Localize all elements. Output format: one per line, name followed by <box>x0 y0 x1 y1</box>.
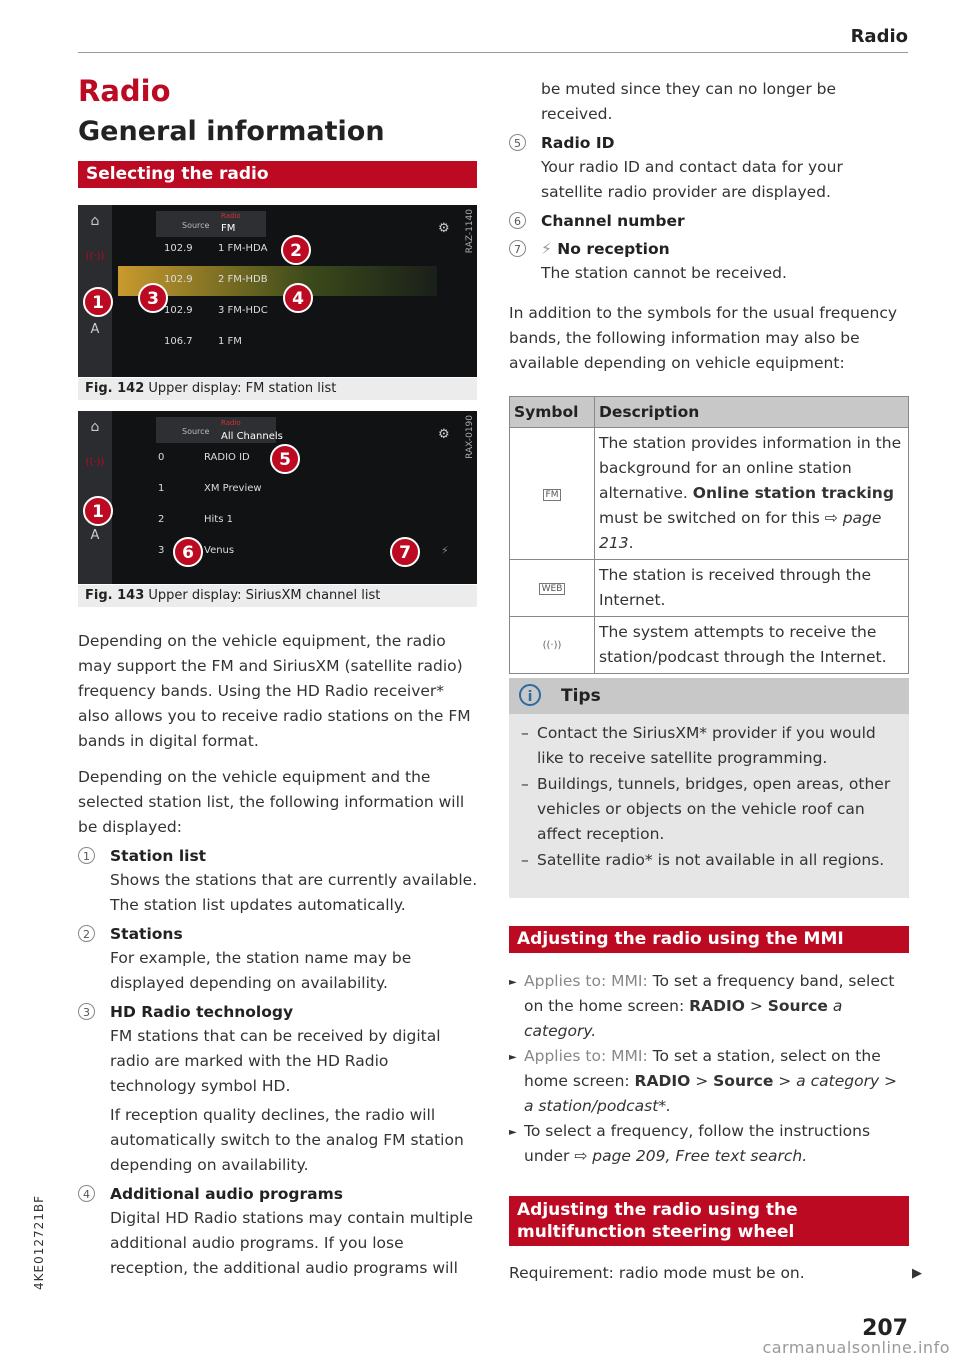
item-body: The station cannot be received. <box>541 264 787 282</box>
item-body: For example, the station name may be displayed depending on availability. <box>110 949 412 992</box>
letter-icon: A <box>90 322 100 337</box>
callout-4: 4 <box>283 283 313 313</box>
symbol-table <box>509 396 909 674</box>
right-column-top <box>509 77 909 376</box>
figure-143-caption: Fig. 143 Upper display: SiriusXM channel list <box>78 585 477 607</box>
radio-icon: ((·)) <box>85 251 105 262</box>
web-icon: WEB <box>539 583 566 595</box>
channel-row: 1 XM Preview <box>158 483 262 494</box>
legend-item-2 <box>78 922 478 996</box>
step-item: ► To select a frequency, follow the instructions under ⇨ page 209, Free text search. <box>509 1119 909 1169</box>
tip-item: – Buildings, tunnels, bridges, open areas, other vehicles or objects on the vehicle roof can affect reception. <box>509 772 909 847</box>
figure-142-screen <box>78 205 477 377</box>
page-subtitle: General information <box>78 116 385 147</box>
item-number: 5 <box>509 134 526 151</box>
continue-arrow-icon: ▶ <box>912 1266 922 1281</box>
station-row: 102.9 3 FM-HDC <box>164 305 268 316</box>
tip-item: – Satellite radio* is not available in all regions. <box>509 848 909 873</box>
page-number: 207 <box>862 1316 908 1341</box>
page-link[interactable]: ⇨ page 209, Free text search. <box>574 1147 808 1165</box>
callout-5: 5 <box>270 444 300 474</box>
item-title: Radio ID <box>541 134 615 152</box>
channel-row: 0 RADIO ID <box>158 452 250 463</box>
cell-text: The system attempts to receive the station/podcast through the Internet. <box>595 617 909 674</box>
cell-text: The station provides information in the background for an online station alternative. <box>599 434 902 502</box>
continued-text: be muted since they can no longer be received. <box>541 80 836 123</box>
legend-item-5 <box>509 131 909 205</box>
intro-paragraph: Depending on the vehicle equipment, the radio may support the FM and SiriusXM (satellite radio) frequency bands. Using the HD Radio receiver* also allows you to receive radio stations on the FM bands in digital format. <box>78 632 471 750</box>
info-icon: i <box>519 684 541 706</box>
header-section: Radio <box>850 26 908 47</box>
no-reception-icon: ⚡ <box>441 544 449 557</box>
item-body: FM stations that can be received by digital radio are marked with the HD Radio technology symbol HD. <box>110 1027 441 1095</box>
callout-3: 3 <box>138 283 168 313</box>
home-icon: ⌂ <box>90 419 100 435</box>
item-number: 1 <box>78 847 95 864</box>
item-number: 6 <box>509 212 526 229</box>
item-body: If reception quality declines, the radio will automatically switch to the analog FM station depending on availability. <box>110 1106 464 1174</box>
source-chip <box>156 211 266 237</box>
settings-gear-icon: ⚙ <box>438 221 450 236</box>
legend-item-4 <box>78 1182 478 1281</box>
tips-title: Tips <box>561 686 601 706</box>
header-rule <box>78 52 908 53</box>
screen-value: FM <box>221 223 236 234</box>
item-title: Stations <box>110 925 183 943</box>
page-link[interactable]: ⇨ page 213 <box>599 509 882 552</box>
tips-header <box>509 678 909 714</box>
section-heading-mmi: Adjusting the radio using the MMI <box>509 926 909 953</box>
station-row: 106.7 1 FM <box>164 336 242 347</box>
tips-box <box>509 678 909 898</box>
station-row-selected: 102.9 2 FM-HDB <box>118 266 437 296</box>
internet-attempt-icon: ((·)) <box>510 617 595 674</box>
legend-item-3 <box>78 1000 478 1178</box>
section-heading-steering-wheel: Adjusting the radio using the multifunction steering wheel <box>509 1196 909 1246</box>
symbols-paragraph: In addition to the symbols for the usual frequency bands, the following information may also be available depending on vehicle equipment: <box>509 304 898 372</box>
fm-online-icon: FM <box>543 489 562 501</box>
item-body: Your radio ID and contact data for your satellite radio provider are displayed. <box>541 158 843 201</box>
cell-text: must be switched on for this <box>599 509 825 527</box>
settings-gear-icon: ⚙ <box>438 427 450 442</box>
figure-code: RAX-0190 <box>465 415 475 459</box>
table-header-description: Description <box>595 397 909 428</box>
item-title: Station list <box>110 847 207 865</box>
home-icon: ⌂ <box>90 213 100 229</box>
source-label: Source <box>182 221 210 230</box>
watermark: carmanualsonline.info <box>762 1338 950 1357</box>
requirement-text: Requirement: radio mode must be on. <box>509 1264 805 1282</box>
table-header-symbol: Symbol <box>510 397 595 428</box>
item-body: Digital HD Radio stations may contain multiple additional audio programs. If you lose reception, the additional audio programs will <box>110 1209 473 1277</box>
step-item: ► Applies to: MMI: To set a frequency band, select on the home screen: RADIO > Source a category. <box>509 969 909 1044</box>
radio-icon: ((·)) <box>85 457 105 468</box>
channel-row: 3 Venus <box>158 545 235 556</box>
source-label: Source <box>182 427 210 436</box>
legend-item-6 <box>509 209 909 233</box>
item-number: 2 <box>78 925 95 942</box>
display-paragraph: Depending on the vehicle equipment and the selected station list, the following information will be displayed: <box>78 768 465 836</box>
item-title: No reception <box>557 240 670 258</box>
screen-label: Radio <box>221 212 241 220</box>
callout-1: 1 <box>83 287 113 317</box>
item-number: 7 <box>509 240 526 257</box>
tip-item: – Contact the SiriusXM* provider if you would like to receive satellite programming. <box>509 721 909 771</box>
screen-label: Radio <box>221 419 241 427</box>
figure-code: RAZ-1140 <box>465 209 475 254</box>
callout-7: 7 <box>390 537 420 567</box>
section-heading-selecting: Selecting the radio <box>78 161 477 188</box>
callout-2: 2 <box>281 235 311 265</box>
no-reception-icon: ⚡ <box>541 240 552 258</box>
callout-1: 1 <box>83 496 113 526</box>
document-code: 4KE012721BF <box>32 1194 46 1290</box>
item-title: Channel number <box>541 212 685 230</box>
table-row <box>510 617 909 674</box>
item-title: HD Radio technology <box>110 1003 294 1021</box>
legend-item-1 <box>78 844 478 918</box>
figure-143-screen <box>78 411 477 584</box>
cell-text: The station is received through the Internet. <box>595 560 909 617</box>
cell-text: . <box>628 534 634 552</box>
channel-row: 2 Hits 1 <box>158 514 233 525</box>
station-row: 102.9 1 FM-HDA <box>164 243 268 254</box>
item-title: Additional audio programs <box>110 1185 343 1203</box>
left-column <box>78 629 478 1281</box>
item-number: 3 <box>78 1003 95 1020</box>
legend-item-7 <box>509 237 909 286</box>
page-title: Radio <box>78 74 171 108</box>
table-row <box>510 428 909 560</box>
cell-bold: Online station tracking <box>692 484 894 502</box>
figure-142-caption: Fig. 142 Upper display: FM station list <box>78 378 477 400</box>
mmi-steps <box>509 969 909 1169</box>
step-item: ► Applies to: MMI: To set a station, select on the home screen: RADIO > Source > a category > a station/podcast*. <box>509 1044 909 1119</box>
screen-value: All Channels <box>221 431 283 442</box>
table-row <box>510 560 909 617</box>
item-body: Shows the stations that are currently available. The station list updates automatically. <box>110 871 478 914</box>
item-number: 4 <box>78 1185 95 1202</box>
callout-6: 6 <box>173 537 203 567</box>
letter-icon: A <box>90 528 100 543</box>
